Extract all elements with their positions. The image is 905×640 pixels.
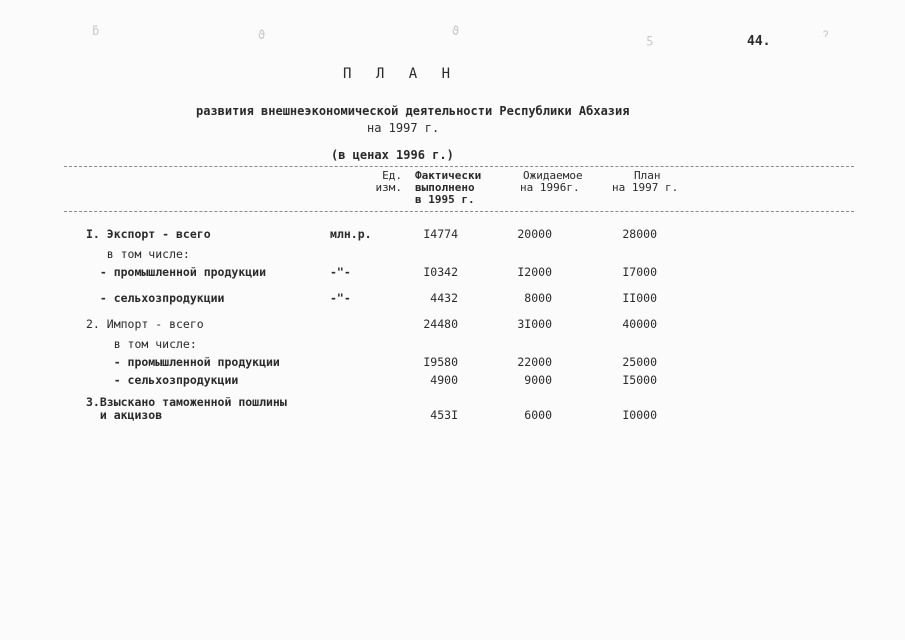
row-plan-1997: I7000	[622, 265, 657, 279]
row-label: и акцизов	[86, 408, 163, 422]
table-row	[0, 226, 905, 242]
row-label: в том числе:	[86, 337, 197, 351]
row-plan-1997: I5000	[622, 373, 657, 387]
table-row	[0, 264, 905, 280]
row-actual-1995: 24480	[423, 317, 458, 331]
row-plan-1997: 28000	[622, 227, 657, 241]
row-plan-1997: II000	[622, 291, 657, 305]
table-row	[0, 354, 905, 370]
row-plan-1997: I0000	[622, 408, 657, 422]
table-row	[0, 372, 905, 388]
document-title: П Л А Н	[343, 66, 459, 82]
row-actual-1995: I0342	[423, 265, 458, 279]
row-expected-1996: 9000	[524, 373, 552, 387]
row-expected-1996: 3I000	[517, 317, 552, 331]
faint-mark: ϑ	[258, 28, 266, 42]
row-unit: -"-	[330, 291, 351, 305]
row-unit: -"-	[330, 265, 351, 279]
document-subtitle-line2: на 1997 г.	[367, 121, 440, 135]
table-header-rule	[64, 211, 854, 212]
row-label: - промышленной продукции	[86, 355, 280, 369]
table-row	[0, 290, 905, 306]
row-label: I. Экспорт - всего	[86, 227, 211, 241]
header-unit: Ед. изм.	[375, 169, 402, 194]
row-label: - сельхозпродукции	[86, 291, 225, 305]
row-label: в том числе:	[86, 247, 190, 261]
row-label: - сельхозпродукции	[86, 373, 239, 387]
row-expected-1996: 20000	[517, 227, 552, 241]
row-actual-1995: 4900	[430, 373, 458, 387]
row-actual-1995: I9580	[423, 355, 458, 369]
table-top-rule	[64, 166, 854, 167]
row-actual-1995: I4774	[423, 227, 458, 241]
row-plan-1997: 40000	[622, 317, 657, 331]
row-expected-1996: 8000	[524, 291, 552, 305]
row-plan-1997: 25000	[622, 355, 657, 369]
table-row	[0, 407, 905, 423]
row-label: 3.Взыскано таможенной пошлины	[86, 395, 287, 409]
table-row	[0, 336, 905, 352]
faint-mark: ƃ	[92, 24, 100, 38]
row-expected-1996: 22000	[517, 355, 552, 369]
header-plan-1997: План на 1997 г.	[612, 169, 679, 194]
row-label: 2. Импорт - всего	[86, 317, 204, 331]
faint-mark: ϑ	[452, 24, 460, 38]
document-subtitle-line1: развития внешнеэкономической деятельности Республики Абхазия	[196, 104, 630, 118]
row-expected-1996: I2000	[517, 265, 552, 279]
page-number: 44.	[747, 34, 771, 49]
header-actual-1995: Фактически выполнено в 1995 г.	[415, 169, 482, 206]
table-row	[0, 246, 905, 262]
row-actual-1995: 453I	[430, 408, 458, 422]
faint-mark: ƽ	[646, 32, 654, 46]
table-row	[0, 316, 905, 332]
header-expected-1996: Ожидаемое на 1996г.	[520, 169, 583, 194]
faint-mark: ɂ	[822, 26, 830, 40]
prices-note: (в ценах 1996 г.)	[331, 148, 454, 162]
row-actual-1995: 4432	[430, 291, 458, 305]
row-label: - промышленной продукции	[86, 265, 267, 279]
row-unit: млн.р.	[330, 227, 372, 241]
row-expected-1996: 6000	[524, 408, 552, 422]
